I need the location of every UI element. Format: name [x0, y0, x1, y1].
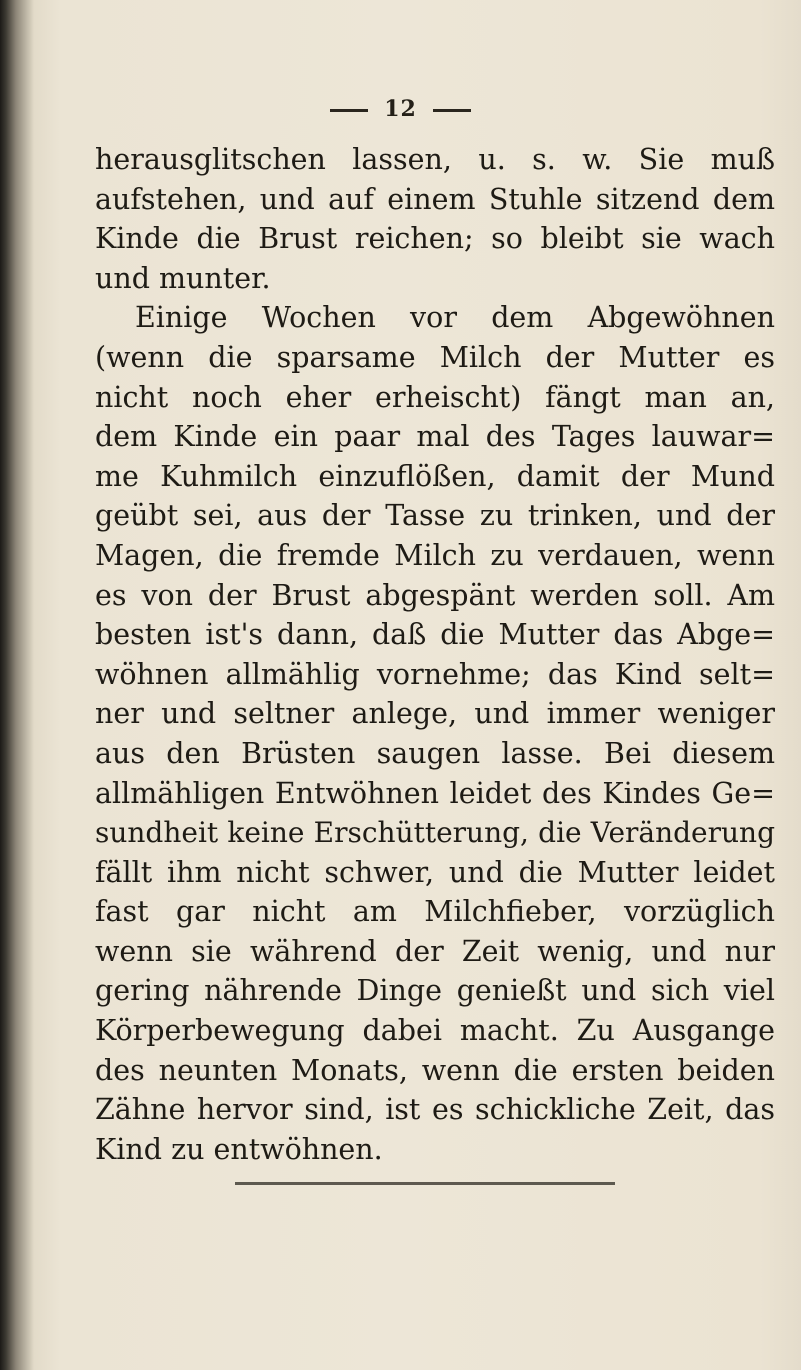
text-line: (wenn die sparsame Milch der Mutter es — [95, 340, 775, 374]
text-line: herausglitschen lassen, u. s. w. Sie muß — [95, 143, 775, 176]
text-line: allmähligen Entwöhnen leidet des Kindes Ge= — [95, 776, 775, 810]
text-line: nicht noch eher erheischt) fängt man an, — [95, 380, 775, 414]
text-line: geübt sei, aus der Tasse zu trinken, und der — [95, 499, 775, 533]
text-line: Kinde die Brust reichen; so bleibt sie wach — [95, 222, 775, 256]
text-line: me Kuhmilch einzuflößen, damit der Mund — [95, 459, 775, 493]
text-line: Kind zu entwöhnen. — [95, 1132, 383, 1166]
text-line: wenn sie während der Zeit wenig, und nur — [95, 934, 775, 968]
text-line: sundheit keine Erschütterung, die Veränderung — [95, 816, 775, 850]
text-line: des neunten Monats, wenn die ersten beiden — [95, 1053, 775, 1087]
text-line: fast gar nicht am Milchfieber, vorzüglich — [95, 895, 775, 929]
bottom-rule — [235, 1182, 615, 1185]
text-line: Zähne hervor sind, ist es schickliche Zeit, das — [95, 1093, 775, 1127]
book-binding-edge — [0, 0, 34, 1370]
text-line: fällt ihm nicht schwer, und die Mutter leidet — [95, 855, 775, 889]
text-line: besten ist's dann, daß die Mutter das Abge= — [95, 618, 775, 652]
text-line: Körperbewegung dabei macht. Zu Ausgange — [95, 1014, 775, 1048]
text-line: aus den Brüsten saugen lasse. Bei diesem — [95, 736, 775, 770]
header-dash-left — [330, 109, 368, 112]
text-line: ner und seltner anlege, und immer weniger — [95, 697, 775, 731]
page-header — [0, 96, 801, 122]
text-line: dem Kinde ein paar mal des Tages lauwar= — [95, 420, 775, 454]
body-text — [95, 140, 775, 1169]
text-line: gering nährende Dinge genießt und sich viel — [95, 974, 775, 1008]
text-line: wöhnen allmählig vornehme; das Kind selt= — [95, 657, 775, 691]
text-line: Einige Wochen vor dem Abgewöhnen — [135, 301, 775, 335]
text-line: aufstehen, und auf einem Stuhle sitzend dem — [95, 182, 775, 216]
text-line: Magen, die fremde Milch zu verdauen, wenn — [95, 538, 775, 572]
text-line: und munter. — [95, 261, 271, 295]
header-dash-right — [433, 109, 471, 112]
text-line: es von der Brust abgespänt werden soll. Am — [95, 578, 775, 612]
page-number: 12 — [384, 96, 417, 122]
